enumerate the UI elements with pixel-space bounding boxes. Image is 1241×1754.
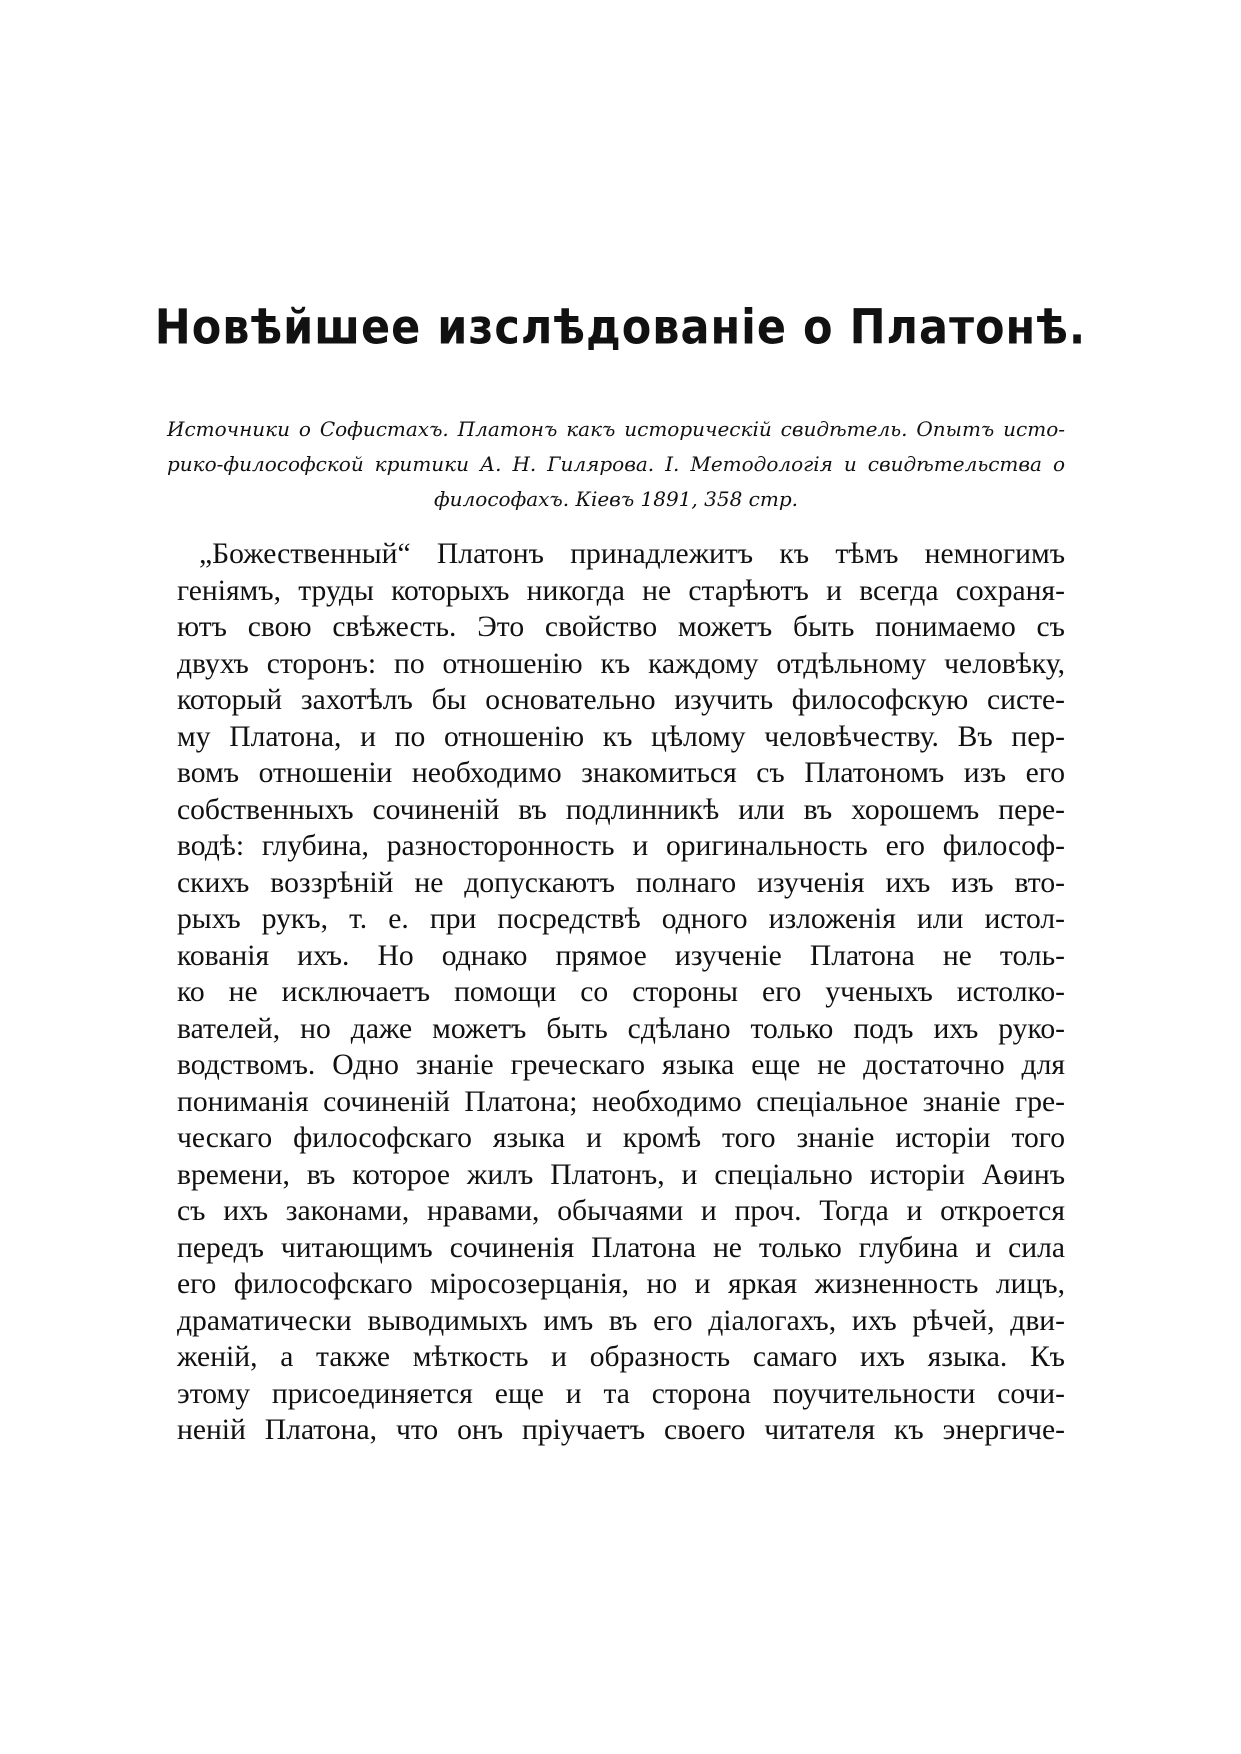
body-line: ческаго философскаго языка и кромѣ того знаніе исторіи того [177,1122,1065,1154]
body-line: его философскаго міросозерцанія, но и яркая жизненность лицъ, [177,1268,1065,1300]
body-line: водѣ: глубина, разносторонность и оригинальность его философ- [177,830,1065,862]
body-line: геніямъ, труды которыхъ никогда не старѣютъ и всегда сохраня- [177,574,1065,607]
body-line: женій, а также мѣткость и образность самаго ихъ языка. Къ [177,1341,1065,1373]
body-line: неній Платона, что онъ пріучаетъ своего читателя къ энергиче- [177,1414,1065,1446]
body-line: собственныхъ сочиненій въ подлинникѣ или въ хорошемъ пере- [177,793,1065,826]
body-line: рыхъ рукъ, т. е. при посредствѣ одного изложенія или истол- [177,903,1065,935]
body-line: скихъ воззрѣній не допускаютъ полнаго изученія ихъ изъ вто- [177,866,1065,899]
article-body [177,536,1065,1449]
body-line: времени, въ которое жилъ Платонъ, и спеціально исторіи Аѳинъ [177,1158,1065,1191]
body-line: ко не исключаетъ помощи со стороны его ученыхъ истолко- [177,976,1065,1008]
body-line: этому присоединяется еще и та сторона поучительности сочи- [177,1377,1065,1410]
body-line: вателей, но даже можетъ быть сдѣлано только подъ ихъ руко- [177,1012,1065,1045]
citation-line: Источники о Софистахъ. Платонъ какъ историческій свидѣтель. Опытъ исто- [167,417,1065,441]
body-line: вомъ отношеніи необходимо знакомиться съ Платономъ изъ его [177,757,1065,789]
citation-line: философахъ. Кіевъ 1891, 358 стр. [434,487,798,511]
body-line: ютъ свою свѣжесть. Это свойство можетъ быть понимаемо съ [177,611,1065,643]
citation-line: рико-философской критики А. Н. Гилярова. I. Методологія и свидѣтельства о [167,452,1065,476]
body-line: пониманія сочиненій Платона; необходимо спеціальное знаніе гре- [177,1085,1065,1118]
body-line: му Платона, и по отношенію къ цѣлому человѣчеству. Въ пер- [177,720,1065,753]
body-line: передъ читающимъ сочиненія Платона не только глубина и сила [177,1231,1065,1264]
article-title: Новѣйшее изслѣдованіе о Платонѣ. [154,300,1087,356]
body-line: водствомъ. Одно знаніе греческаго языка еще не достаточно для [177,1049,1065,1081]
source-citation [167,412,1065,517]
body-line: двухъ сторонъ: по отношенію къ каждому отдѣльному человѣку, [177,647,1065,680]
body-line: который захотѣлъ бы основательно изучить философскую систе- [177,684,1065,716]
body-line: кованія ихъ. Но однако прямое изученіе Платона не толь- [177,939,1065,972]
body-line: съ ихъ законами, нравами, обычаями и проч. Тогда и откроется [177,1195,1065,1227]
body-line: „Божественный“ Платонъ принадлежитъ къ тѣмъ немногимъ [199,538,1065,570]
body-line: драматически выводимыхъ имъ въ его діалогахъ, ихъ рѣчей, дви- [177,1304,1065,1337]
